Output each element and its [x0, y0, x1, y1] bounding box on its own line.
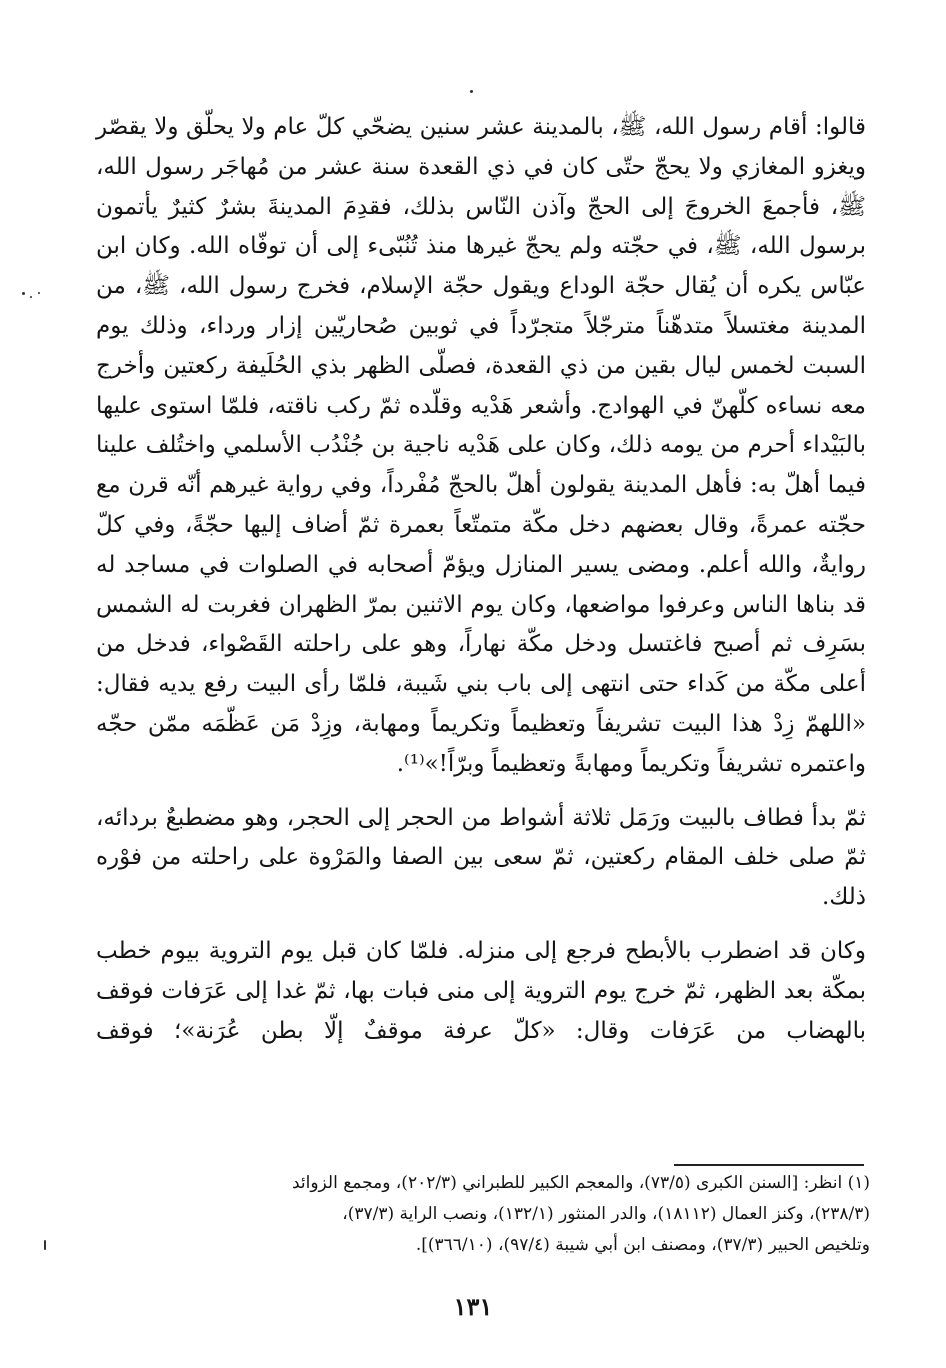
footnote-separator	[674, 1164, 864, 1166]
page-number: ١٣١	[453, 1292, 493, 1321]
scan-speck	[470, 90, 473, 93]
paragraph-2: ثمّ بدأ فطاف بالبيت ورَمَل ثلاثة أشواط من الحجر إلى الحجر، وهو مضطبعٌ بردائه، ثمّ صلى خلف المقام ركعتين، ثمّ سعى بين الصفا والمَرْوة على راحلته من فوْره ذلك.	[96, 804, 866, 911]
footnotes	[96, 1168, 870, 1261]
scan-speck	[44, 1240, 46, 1250]
footnote-line: (١) انظر: [السنن الكبرى (٧٣/٥)، والمعجم الكبير للطبراني (٢٠٢/٣)، ومجمع الزوائد	[291, 1173, 870, 1193]
scan-speck	[38, 292, 40, 294]
footnote-line: (٢٣٨/٣)، وكنز العمال (١٨١١٢)، والدر المنثور (١٣٢/١)، ونصب الراية (٣٧/٣)،	[342, 1204, 870, 1224]
main-text	[96, 108, 866, 1051]
paragraph-3: وكان قد اضطرب بالأبطح فرجع إلى منزله. فلمّا كان قبل يوم التروية بيوم خطب بمكّة بعد الظهر، ثمّ خرج يوم التروية إلى منى فبات بها، ثمّ غدا إلى عَرَفات فوقف بالهضاب من عَرَفات وقال: «كلّ عرفة موقفٌ إلّا بطن عُرَنة»؛ فوقف	[96, 937, 866, 1044]
footnote-line: وتلخيص الحبير (٣٧/٣)، ومصنف ابن أبي شيبة (٩٧/٤)، (٣٦٦/١٠)].	[415, 1235, 870, 1255]
scan-speck	[30, 296, 32, 298]
paragraph-1: قالوا: أقام رسول الله، ﷺ، بالمدينة عشر سنين يضحّي كلّ عام ولا يحلّق ولا يقصّر ويغزو المغازي ولا يحجّ حتّى كان في ذي القعدة سنة عشر من مُهاجَر رسول الله، ﷺ، فأجمعَ الخروجَ إلى الحجّ وآذن النّاس بذلك، فقدِمَ المدينةَ بشرٌ كثيرٌ يأتمون برسول الله، ﷺ، في حجّته ولم يحجّ غيرها منذ تُنُبّىء إلى أن توفّاه الله. وكان ابن عبّاس يكره أن يُقال حجّة الوداع ويقول حجّة الإسلام، فخرج رسول الله، ﷺ، من المدينة مغتسلاً متدهّناً مترجّلاً متجرّداً في ثوبين صُحاريّين إزار ورداء، وذلك يوم السبت لخمس ليال بقين من ذي القعدة، فصلّى الظهر بذي الحُلَيفة ركعتين وأخرج معه نساءه كلّهنّ في الهوادج. وأشعر هَدْيه وقلّده ثمّ ركب ناقته، فلمّا استوى عليها بالبَيْداء أحرم من يومه ذلك، وكان على هَدْيه ناجية بن جُنْدُب الأسلمي واختُلف علينا فيما أهلّ به: فأهل المدينة يقولون أهلّ بالحجّ مُفْرداً، وفي رواية غيرهم أنّه قرن مع حجّته عمرةً، وقال بعضهم دخل مكّة متمتّعاً بعمرة ثمّ أضاف إليها حجّةً، وفي كلّ روايةٌ، والله أعلم. ومضى يسير المنازل ويؤمّ أصحابه في الصلوات في مساجد له قد بناها الناس وعرفوا مواضعها، وكان يوم الاثنين بمرّ الظهران فغربت له الشمس بسَرِف ثم أصبح فاغتسل ودخل مكّة نهاراً، وهو على راحلته القَصْواء، فدخل من أعلى مكّة من كَداء حتى انتهى إلى باب بني شَيبة، فلمّا رأى البيت رفع يديه فقال: «اللهمّ زِدْ هذا البيت تشريفاً وتعظيماً وتكريماً ومهابة، وزِدْ مَن عَظّمَه ممّن حجّه واعتمره تشريفاً وتكريماً ومهابةً وتعظيماً وبرّاً!»⁽¹⁾.	[96, 114, 867, 777]
scan-speck	[22, 292, 25, 295]
